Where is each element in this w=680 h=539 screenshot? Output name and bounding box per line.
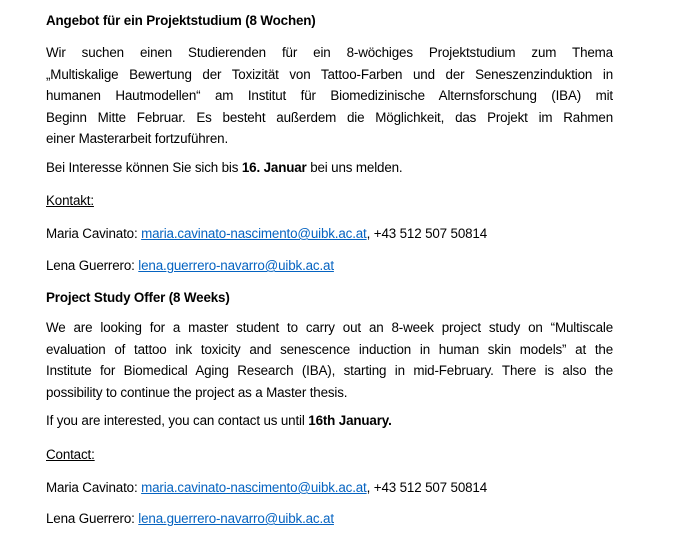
english-title: Project Study Offer (8 Weeks) <box>46 290 230 305</box>
deadline: 16th January. <box>308 413 392 428</box>
english-contact-1: Maria Cavinato: maria.cavinato-nascimento@uibk.ac.at, +43 512 507 50814 <box>46 480 488 495</box>
german-contact-label: Kontakt: <box>46 193 94 208</box>
english-contact-2: Lena Guerrero: lena.guerrero-navarro@uibk.ac.at <box>46 511 334 526</box>
german-contact-1: Maria Cavinato: maria.cavinato-nascimento@uibk.ac.at, +43 512 507 50814 <box>46 226 488 241</box>
english-contact-label: Contact: <box>46 447 95 462</box>
paragraph-line: possibility to continue the project as a Master thesis. <box>46 384 348 400</box>
paragraph-line: evaluation of tattoo ink toxicity and senescence induction in human skin models” at the <box>46 341 613 357</box>
email-link[interactable]: maria.cavinato-nascimento@uibk.ac.at <box>141 226 367 241</box>
german-paragraph <box>46 42 613 150</box>
paragraph-line: einer Masterarbeit fortzuführen. <box>46 131 229 146</box>
english-paragraph <box>46 317 613 403</box>
email-link[interactable]: lena.guerrero-navarro@uibk.ac.at <box>138 511 334 526</box>
english-interest: If you are interested, you can contact us until 16th January. <box>46 413 392 428</box>
german-interest: Bei Interesse können Sie sich bis 16. Januar bei uns melden. <box>46 160 403 175</box>
paragraph-line: Institute for Biomedical Aging Research (IBA), starting in mid-February. There is also the <box>46 363 613 378</box>
paragraph-line: Wir suchen einen Studierenden für ein 8-wöchiges Projektstudium zum Thema <box>46 45 613 60</box>
deadline: 16. Januar <box>241 160 307 175</box>
german-contact-2: Lena Guerrero: lena.guerrero-navarro@uibk.ac.at <box>46 258 334 273</box>
german-title: Angebot für ein Projektstudium (8 Wochen) <box>46 13 316 28</box>
paragraph-line: „Multiskalige Bewertung der Toxizität von Tattoo-Farben und der Seneszenzinduktion in <box>46 66 613 82</box>
paragraph-line: Beginn Mitte Februar. Es besteht außerdem die Möglichkeit, das Projekt im Rahmen <box>46 109 613 125</box>
email-link[interactable]: maria.cavinato-nascimento@uibk.ac.at <box>141 480 367 495</box>
paragraph-line: We are looking for a master student to carry out an 8-week project study on “Multiscale <box>46 320 613 335</box>
email-link[interactable]: lena.guerrero-navarro@uibk.ac.at <box>138 258 334 273</box>
paragraph-line: humanen Hautmodellen“ am Institut für Biomedizinische Alternsforschung (IBA) mit <box>46 88 613 103</box>
